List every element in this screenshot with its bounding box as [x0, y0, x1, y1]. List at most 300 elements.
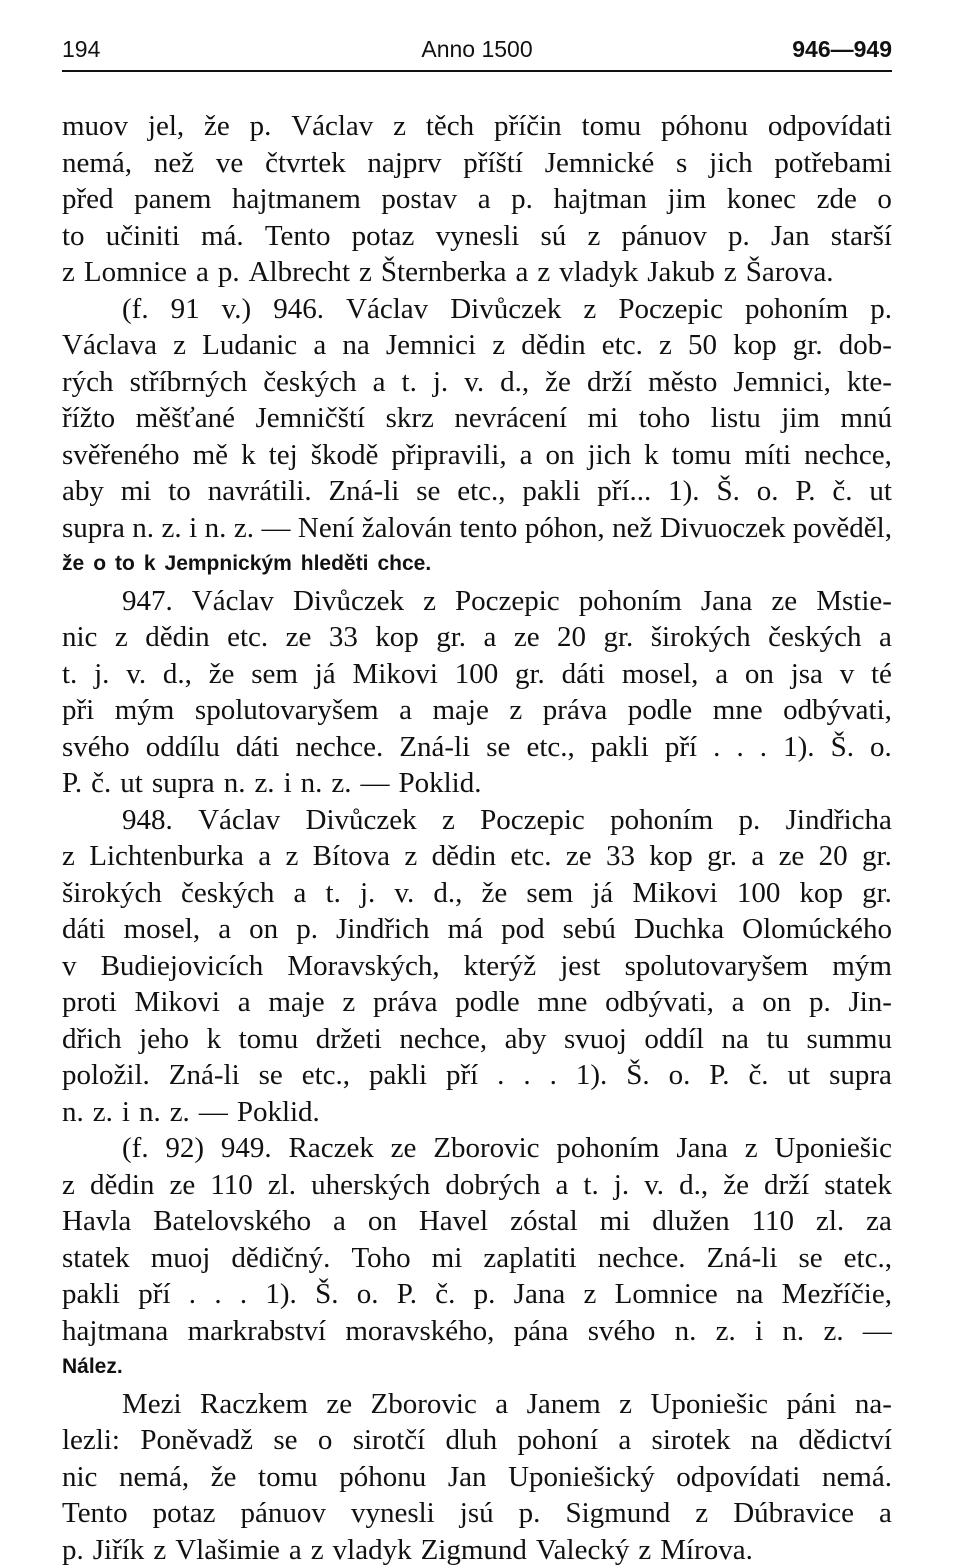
- word: i: [284, 765, 292, 802]
- text-line: [62, 1167, 892, 1204]
- word: ze: [169, 1167, 195, 1204]
- word: Zná-li: [399, 729, 470, 766]
- text-line: [62, 984, 892, 1021]
- body-text: [62, 108, 892, 1568]
- word: širokých: [651, 619, 751, 656]
- word: z: [583, 291, 596, 328]
- word: míti: [744, 437, 791, 474]
- word: Jempnickým: [165, 546, 292, 583]
- word: a: [555, 1167, 568, 1204]
- word: etc.,: [302, 1057, 350, 1094]
- text-line: [62, 1532, 892, 1568]
- word: —: [261, 510, 290, 547]
- word: podle: [628, 692, 692, 729]
- word: Uponiešický: [508, 1459, 655, 1496]
- text-line: [62, 327, 892, 364]
- word: Václav: [346, 291, 428, 328]
- text-line: [62, 1130, 892, 1167]
- word: než: [612, 510, 652, 547]
- word: mi: [588, 400, 619, 437]
- word: tomu: [258, 1459, 318, 1496]
- word: vynesli: [436, 218, 520, 255]
- word: se: [273, 1422, 297, 1459]
- word: on: [762, 984, 791, 1021]
- word: z.: [234, 510, 254, 547]
- word: a: [313, 327, 326, 364]
- word: 110: [752, 1203, 794, 1240]
- word: Š.: [716, 473, 739, 510]
- word: nic: [62, 619, 97, 656]
- word: podle: [455, 984, 519, 1021]
- word: P.: [795, 473, 815, 510]
- word: .: [760, 729, 767, 766]
- word: dřich: [62, 1021, 122, 1058]
- word: a: [238, 984, 251, 1021]
- word: má: [448, 911, 483, 948]
- word: 33: [329, 619, 358, 656]
- word: Zná-li: [707, 1240, 778, 1277]
- word: pakli: [522, 473, 580, 510]
- word: pod: [501, 911, 545, 948]
- word: k: [644, 437, 659, 474]
- word: gr.: [793, 327, 823, 364]
- word: toho: [639, 400, 691, 437]
- word: z: [285, 838, 298, 875]
- word: Budiejovicích: [101, 948, 264, 985]
- word: on: [745, 656, 774, 693]
- word: dědin: [432, 838, 496, 875]
- word: jeho: [139, 1021, 189, 1058]
- word: gr.: [862, 838, 892, 875]
- word: 1).: [783, 729, 814, 766]
- word: mi: [432, 1240, 463, 1277]
- word: z: [423, 583, 436, 620]
- word: sem: [526, 875, 573, 912]
- word: zde: [817, 181, 857, 218]
- word: z: [583, 1276, 596, 1313]
- word: pří: [665, 729, 697, 766]
- word: statek: [62, 1240, 130, 1277]
- word: etc.,: [844, 1240, 892, 1277]
- word: položil.: [62, 1057, 150, 1094]
- word: p.: [296, 911, 318, 948]
- word: z.: [823, 1313, 843, 1350]
- word: zaplatiti: [483, 1240, 576, 1277]
- word: mým: [115, 692, 175, 729]
- word: moravského,: [345, 1313, 494, 1350]
- word: hleděti: [301, 546, 369, 583]
- word: mě: [193, 437, 228, 474]
- word: tento: [459, 510, 517, 547]
- text-line: [62, 546, 892, 583]
- text-line: [62, 218, 892, 255]
- word: pána: [514, 1313, 569, 1350]
- word: spolutovaryšem: [195, 692, 379, 729]
- word: nechce,: [399, 1021, 487, 1058]
- word: tu: [766, 1021, 789, 1058]
- word: Poczepic: [455, 583, 560, 620]
- word: Tento: [265, 218, 331, 255]
- word: on: [368, 1203, 397, 1240]
- word: z.: [331, 765, 351, 802]
- word: n.: [205, 510, 227, 547]
- word: n.: [782, 1313, 804, 1350]
- word: Jiřík: [93, 1532, 145, 1568]
- word: Š.: [315, 1276, 338, 1313]
- text-line: [62, 1422, 892, 1459]
- word: potřebami: [774, 145, 892, 182]
- word: potaz: [352, 218, 415, 255]
- word: a: [333, 1203, 346, 1240]
- word: ze: [326, 1386, 352, 1423]
- word: t.: [62, 656, 77, 693]
- word: o: [318, 1422, 333, 1459]
- word: Poklid.: [399, 765, 482, 802]
- word: Mikovi: [352, 656, 437, 693]
- word: svého: [62, 729, 130, 766]
- word: hajtman: [554, 181, 647, 218]
- word: muoj: [151, 1240, 211, 1277]
- word: etc.: [227, 619, 268, 656]
- word: Batelovského: [153, 1203, 311, 1240]
- word: českých: [768, 619, 861, 656]
- word: Jindřicha: [786, 802, 892, 839]
- word: tej: [269, 437, 298, 474]
- word: v.: [126, 656, 146, 693]
- word: v: [62, 948, 77, 985]
- text-line: [62, 108, 892, 145]
- word: pohoním: [579, 583, 682, 620]
- word: p.: [62, 1532, 84, 1568]
- word: z: [115, 619, 128, 656]
- word: pakli: [591, 729, 649, 766]
- word: a: [715, 656, 728, 693]
- word: než: [154, 145, 194, 182]
- word: gr.: [707, 838, 737, 875]
- word: n.: [62, 1094, 84, 1131]
- word: to: [115, 546, 135, 583]
- word: z: [537, 254, 550, 291]
- word: rých: [62, 364, 114, 401]
- word: mým: [832, 948, 892, 985]
- word: kop: [375, 619, 419, 656]
- word: .: [214, 1276, 221, 1313]
- word: Raczek: [288, 1130, 373, 1167]
- word: tomu: [239, 1021, 299, 1058]
- word: Moravských,: [287, 948, 439, 985]
- word: d.,: [679, 1167, 708, 1204]
- word: —: [863, 1313, 892, 1350]
- word: z: [587, 218, 600, 255]
- word: o.: [669, 1057, 691, 1094]
- word: vladyk: [333, 1532, 412, 1568]
- text-line: [62, 291, 892, 328]
- word: pánuov: [622, 218, 707, 255]
- word: ze: [286, 619, 312, 656]
- word: Jin-: [848, 984, 892, 1021]
- word: z: [442, 802, 455, 839]
- word: té: [871, 656, 892, 693]
- word: že: [482, 875, 508, 912]
- word: českých: [181, 875, 274, 912]
- word: č.: [91, 765, 111, 802]
- word: kop: [733, 327, 777, 364]
- word: nemá,: [119, 1459, 189, 1496]
- word: Lomnice: [84, 254, 187, 291]
- word: (f.: [122, 291, 149, 328]
- word: drží: [764, 1167, 809, 1204]
- word: z: [311, 1532, 324, 1568]
- word: 947.: [122, 583, 173, 620]
- word: z: [62, 1167, 75, 1204]
- word: pánuov: [241, 1495, 326, 1532]
- word: gr.: [862, 875, 892, 912]
- word: j.: [94, 656, 109, 693]
- word: svěřeného: [62, 437, 180, 474]
- word: pakli: [62, 1276, 120, 1313]
- word: jest: [560, 948, 600, 985]
- word: j.: [614, 1167, 629, 1204]
- word: Havla: [62, 1203, 131, 1240]
- word: z: [492, 327, 505, 364]
- word: v.: [644, 1167, 664, 1204]
- text-line: [62, 254, 892, 291]
- word: najprv: [367, 145, 441, 182]
- word: Poczepic: [480, 802, 585, 839]
- word: zl.: [816, 1203, 844, 1240]
- word: i: [122, 1094, 130, 1131]
- word: má.: [201, 218, 244, 255]
- word: Vlašimie: [175, 1532, 280, 1568]
- word: jsa: [791, 656, 823, 693]
- word: n.: [675, 1313, 697, 1350]
- word: lezli:: [62, 1422, 120, 1459]
- word: Jan: [771, 218, 810, 255]
- word: aby: [505, 1021, 547, 1058]
- word: to: [168, 473, 191, 510]
- word: dědin: [90, 1167, 154, 1204]
- word: Mezříčie,: [782, 1276, 892, 1313]
- word: .: [240, 1276, 247, 1313]
- word: pří...: [597, 473, 651, 510]
- word: jim: [781, 400, 820, 437]
- word: .: [713, 729, 720, 766]
- word: gr.: [515, 656, 545, 693]
- word: před: [62, 181, 114, 218]
- text-line: [62, 1495, 892, 1532]
- word: Jemnické: [545, 145, 655, 182]
- word: uherských: [311, 1167, 430, 1204]
- word: listu: [711, 400, 761, 437]
- word: n.: [301, 765, 323, 802]
- word: Duchka: [634, 911, 724, 948]
- word: dědin: [145, 619, 209, 656]
- word: ve: [216, 145, 243, 182]
- word: Albrecht: [249, 254, 350, 291]
- word: že: [209, 656, 235, 693]
- word: nechce.: [295, 729, 383, 766]
- word: hajtmanem: [232, 181, 361, 218]
- word: Václav: [291, 108, 373, 145]
- word: Václav: [192, 583, 274, 620]
- word: 92): [165, 1130, 204, 1167]
- word: k: [144, 546, 156, 583]
- word: p.: [728, 218, 750, 255]
- word: Uponiešic: [774, 1130, 892, 1167]
- word: a: [196, 254, 209, 291]
- word: mi: [600, 1203, 631, 1240]
- word: z.: [716, 1313, 736, 1350]
- word: 100: [737, 875, 781, 912]
- word: statek: [824, 1167, 892, 1204]
- word: v.): [222, 291, 252, 328]
- word: ut: [869, 473, 892, 510]
- word: gr.: [436, 619, 466, 656]
- text-line: [62, 838, 892, 875]
- word: pří: [138, 1276, 170, 1313]
- word: dědictví: [799, 1422, 892, 1459]
- word: i: [189, 510, 197, 547]
- word: nevrácení: [454, 400, 567, 437]
- text-line: [62, 364, 892, 401]
- word: z: [173, 327, 186, 364]
- word: o: [877, 181, 892, 218]
- word: Jana: [701, 583, 753, 620]
- word: potaz: [153, 1495, 216, 1532]
- word: pověděl,: [793, 510, 892, 547]
- word: Václav: [198, 802, 280, 839]
- word: d.,: [433, 875, 462, 912]
- word: p.: [870, 291, 892, 328]
- word: těch: [426, 108, 474, 145]
- word: o.: [357, 1276, 379, 1313]
- word: maje: [433, 692, 489, 729]
- word: a: [258, 838, 271, 875]
- word: o.: [870, 729, 892, 766]
- word: město: [648, 364, 717, 401]
- word: sú: [541, 218, 567, 255]
- word: tomu: [672, 437, 732, 474]
- word: dob-: [839, 327, 892, 364]
- word: dědičný.: [231, 1240, 330, 1277]
- word: .: [497, 1057, 504, 1094]
- word: s: [676, 145, 687, 182]
- word: supra: [62, 510, 125, 547]
- word: Jana: [676, 1130, 728, 1167]
- word: práva: [373, 984, 437, 1021]
- word: z: [619, 1386, 632, 1423]
- word: jich: [588, 437, 632, 474]
- word: Poklid.: [237, 1094, 320, 1131]
- word: dlužen: [652, 1203, 729, 1240]
- word: on: [546, 437, 575, 474]
- word: Nález.: [62, 1349, 123, 1386]
- word: j.: [433, 364, 448, 401]
- word: mosel,: [622, 656, 699, 693]
- word: dobrých: [445, 1167, 540, 1204]
- word: se: [486, 729, 510, 766]
- word: to: [62, 218, 85, 255]
- text-line: [62, 510, 892, 547]
- word: za: [866, 1203, 892, 1240]
- word: č.: [435, 1276, 455, 1313]
- word: žalován: [362, 510, 452, 547]
- word: a: [879, 1495, 892, 1532]
- word: t.: [583, 1167, 598, 1204]
- word: 50: [688, 327, 717, 364]
- word: etc.: [602, 327, 643, 364]
- word: Jemnici,: [733, 364, 830, 401]
- word: Zigmund: [421, 1532, 527, 1568]
- word: k: [207, 1021, 222, 1058]
- word: na: [342, 327, 369, 364]
- word: Jana: [514, 1276, 566, 1313]
- word: póhonu: [661, 108, 748, 145]
- word: na-: [855, 1386, 892, 1423]
- word: P.: [62, 765, 82, 802]
- word: n.: [139, 1094, 161, 1131]
- word: v.: [394, 875, 414, 912]
- word: práva: [543, 692, 607, 729]
- word: Raczkem: [200, 1386, 308, 1423]
- word: a: [478, 181, 491, 218]
- word: 20: [557, 619, 586, 656]
- text-line: [62, 145, 892, 182]
- word: 100: [455, 656, 499, 693]
- word: a: [516, 254, 529, 291]
- word: já: [592, 875, 613, 912]
- word: Mezi: [122, 1386, 182, 1423]
- word: Š.: [831, 729, 854, 766]
- word: odpovídati: [676, 1459, 800, 1496]
- word: proti: [62, 984, 117, 1021]
- word: ze: [779, 838, 805, 875]
- text-line: [62, 692, 892, 729]
- word: o.: [757, 473, 779, 510]
- word: aby: [62, 473, 104, 510]
- word: Divůczek: [450, 291, 561, 328]
- word: v: [840, 656, 855, 693]
- word: z: [724, 254, 737, 291]
- word: etc.,: [457, 473, 505, 510]
- word: Jan: [448, 1459, 487, 1496]
- word: a: [618, 1422, 631, 1459]
- word: pohoním: [745, 291, 848, 328]
- word: z: [62, 254, 75, 291]
- word: Divůczek: [306, 802, 417, 839]
- word: konec: [727, 181, 796, 218]
- word: že: [204, 108, 230, 145]
- text-line: [62, 473, 892, 510]
- word: Tento: [62, 1495, 128, 1532]
- word: a: [218, 911, 231, 948]
- word: Š.: [626, 1057, 649, 1094]
- word: oddílu: [146, 729, 220, 766]
- word: oddíl: [644, 1021, 704, 1058]
- word: 949.: [221, 1130, 272, 1167]
- word: p.: [739, 802, 761, 839]
- word: muov: [62, 108, 128, 145]
- word: Zborovic: [371, 1386, 477, 1423]
- word: připravili,: [391, 437, 506, 474]
- word: Havel: [419, 1203, 488, 1240]
- word: čtvrtek: [265, 145, 346, 182]
- word: sirotčí: [353, 1422, 426, 1459]
- word: póhonu: [339, 1459, 426, 1496]
- word: odbývati,: [783, 692, 892, 729]
- word: pří: [446, 1057, 478, 1094]
- word: Zná-li: [328, 473, 399, 510]
